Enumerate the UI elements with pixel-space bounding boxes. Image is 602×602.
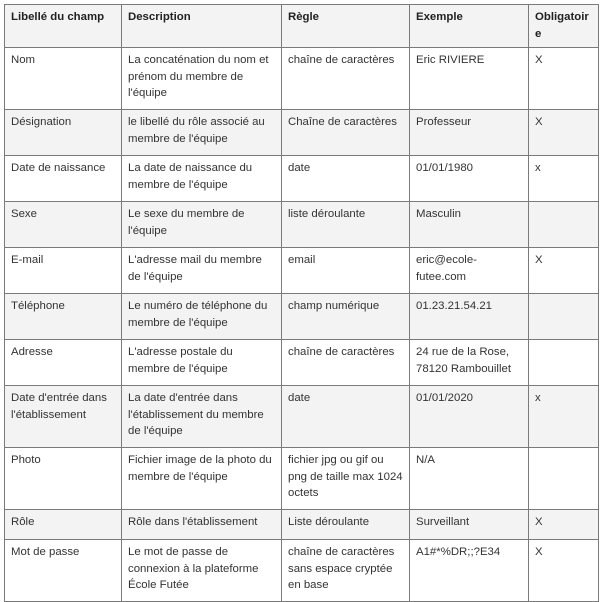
table-row bbox=[5, 340, 599, 386]
cell-required: X bbox=[529, 510, 599, 540]
cell-required: X bbox=[529, 110, 599, 156]
table-row bbox=[5, 294, 599, 340]
cell-field-label: Sexe bbox=[5, 202, 122, 248]
cell-example: N/A bbox=[410, 448, 529, 510]
cell-rule: chaîne de caractères bbox=[282, 340, 410, 386]
cell-field-label: Photo bbox=[5, 448, 122, 510]
header-row bbox=[5, 5, 599, 48]
header-field-label: Libellé du champ bbox=[5, 5, 122, 48]
cell-description: Le mot de passe de connexion à la plateforme École Futée bbox=[122, 540, 282, 602]
cell-field-label: Désignation bbox=[5, 110, 122, 156]
cell-example: 01.23.21.54.21 bbox=[410, 294, 529, 340]
cell-field-label: Date de naissance bbox=[5, 156, 122, 202]
header-description: Description bbox=[122, 5, 282, 48]
header-rule: Règle bbox=[282, 5, 410, 48]
table-row bbox=[5, 48, 599, 110]
table-row bbox=[5, 386, 599, 448]
cell-field-label: Date d'entrée dans l'établissement bbox=[5, 386, 122, 448]
cell-description: Rôle dans l'établissement bbox=[122, 510, 282, 540]
cell-field-label: Mot de passe bbox=[5, 540, 122, 602]
table-row bbox=[5, 510, 599, 540]
table-row bbox=[5, 540, 599, 602]
table-body bbox=[5, 48, 599, 602]
cell-example: Surveillant bbox=[410, 510, 529, 540]
table-row bbox=[5, 202, 599, 248]
cell-rule: Liste déroulante bbox=[282, 510, 410, 540]
cell-field-label: Nom bbox=[5, 48, 122, 110]
cell-example: eric@ecole-futee.com bbox=[410, 248, 529, 294]
table-row bbox=[5, 248, 599, 294]
table-row bbox=[5, 156, 599, 202]
table-row bbox=[5, 448, 599, 510]
cell-field-label: Adresse bbox=[5, 340, 122, 386]
cell-example: 01/01/1980 bbox=[410, 156, 529, 202]
cell-field-label: Téléphone bbox=[5, 294, 122, 340]
cell-description: L'adresse postale du membre de l'équipe bbox=[122, 340, 282, 386]
cell-description: Le numéro de téléphone du membre de l'équipe bbox=[122, 294, 282, 340]
field-definition-table-container bbox=[4, 4, 599, 602]
cell-required bbox=[529, 340, 599, 386]
cell-rule: chaîne de caractères bbox=[282, 48, 410, 110]
cell-rule: chaîne de caractères sans espace cryptée en base bbox=[282, 540, 410, 602]
cell-description: le libellé du rôle associé au membre de l'équipe bbox=[122, 110, 282, 156]
cell-rule: date bbox=[282, 156, 410, 202]
cell-example: Professeur bbox=[410, 110, 529, 156]
cell-description: La date d'entrée dans l'établissement du membre de l'équipe bbox=[122, 386, 282, 448]
cell-description: L'adresse mail du membre de l'équipe bbox=[122, 248, 282, 294]
cell-example: A1#*%DR;;?E34 bbox=[410, 540, 529, 602]
cell-required bbox=[529, 294, 599, 340]
cell-example: Masculin bbox=[410, 202, 529, 248]
cell-rule: Chaîne de caractères bbox=[282, 110, 410, 156]
cell-required: X bbox=[529, 48, 599, 110]
header-required: Obligatoire bbox=[529, 5, 599, 48]
cell-field-label: Rôle bbox=[5, 510, 122, 540]
table-row bbox=[5, 110, 599, 156]
cell-example: Eric RIVIERE bbox=[410, 48, 529, 110]
cell-description: Fichier image de la photo du membre de l'équipe bbox=[122, 448, 282, 510]
header-example: Exemple bbox=[410, 5, 529, 48]
field-definition-table bbox=[4, 4, 599, 602]
cell-field-label: E-mail bbox=[5, 248, 122, 294]
cell-rule: date bbox=[282, 386, 410, 448]
cell-description: La date de naissance du membre de l'équipe bbox=[122, 156, 282, 202]
cell-rule: champ numérique bbox=[282, 294, 410, 340]
cell-rule: liste déroulante bbox=[282, 202, 410, 248]
cell-rule: fichier jpg ou gif ou png de taille max 1024 octets bbox=[282, 448, 410, 510]
cell-description: La concaténation du nom et prénom du membre de l'équipe bbox=[122, 48, 282, 110]
cell-required: x bbox=[529, 156, 599, 202]
cell-required: X bbox=[529, 248, 599, 294]
cell-description: Le sexe du membre de l'équipe bbox=[122, 202, 282, 248]
cell-required: x bbox=[529, 386, 599, 448]
cell-required bbox=[529, 448, 599, 510]
cell-required: X bbox=[529, 540, 599, 602]
cell-example: 01/01/2020 bbox=[410, 386, 529, 448]
cell-example: 24 rue de la Rose, 78120 Rambouillet bbox=[410, 340, 529, 386]
table-header bbox=[5, 5, 599, 48]
cell-required bbox=[529, 202, 599, 248]
cell-rule: email bbox=[282, 248, 410, 294]
